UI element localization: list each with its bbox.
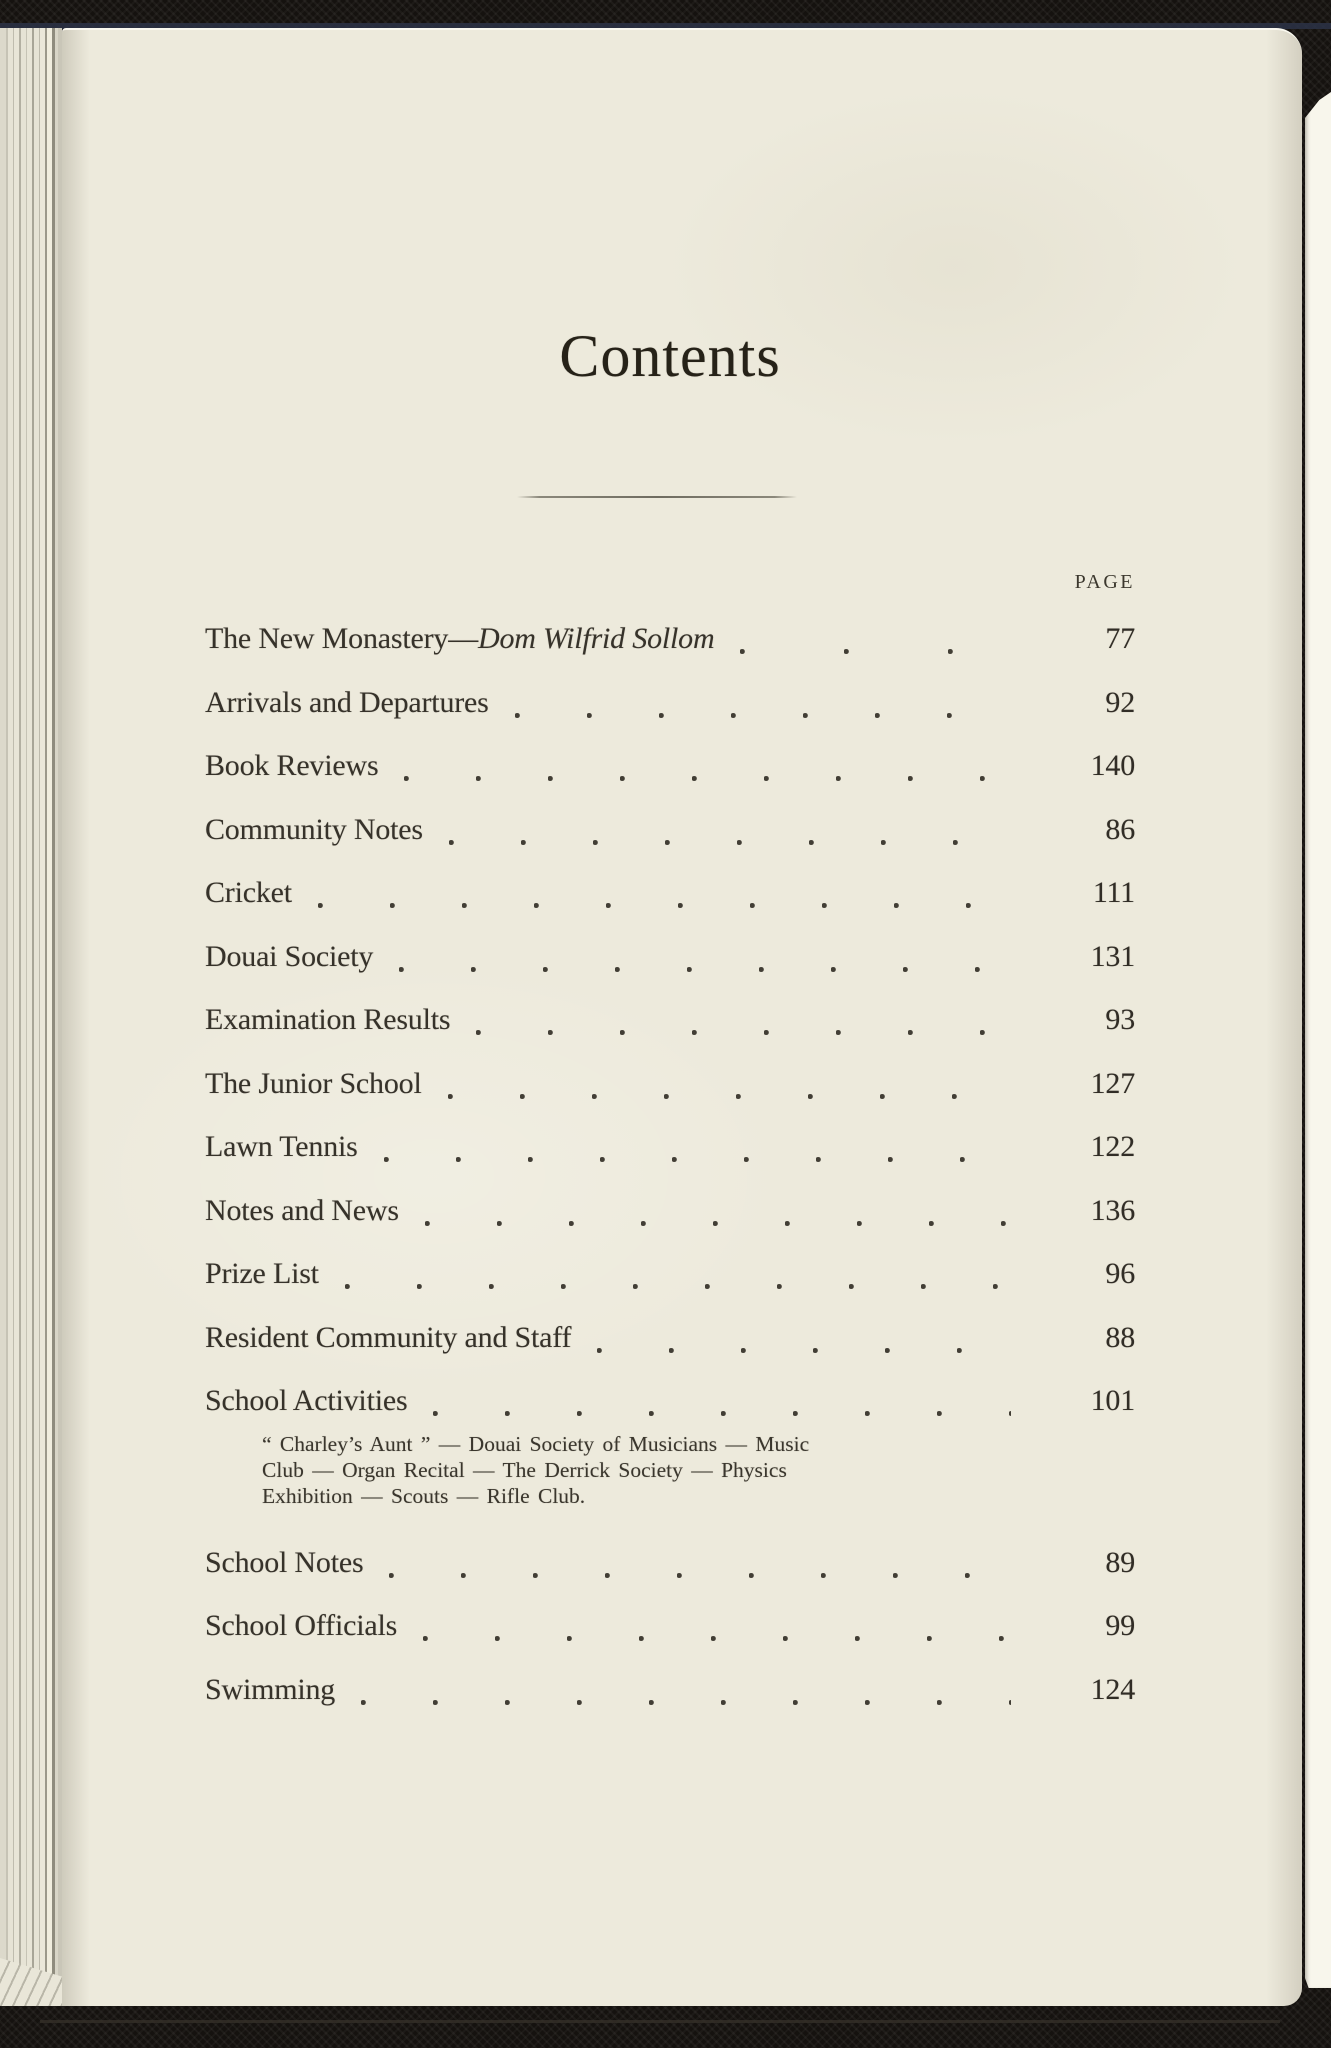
toc-page-number: 131 <box>1090 939 1135 973</box>
toc-title: School Notes <box>205 1545 364 1579</box>
toc-row <box>205 1369 1135 1433</box>
dot-leader <box>425 1221 1011 1226</box>
toc-title: Swimming <box>205 1672 336 1706</box>
dot-leader <box>423 1636 1011 1641</box>
toc-title: School Officials <box>205 1609 398 1642</box>
dot-leader <box>448 1094 1011 1099</box>
toc-title: Arrivals and Departures <box>205 685 489 719</box>
page-leaf-edges <box>0 28 62 2003</box>
toc-title: Lawn Tennis <box>205 1130 358 1163</box>
toc-row <box>205 1179 1135 1243</box>
toc-title: Resident Community and Staff <box>205 1320 572 1354</box>
dot-leader <box>476 1030 1011 1035</box>
note-line: Club — Organ Recital — The Derrick Society — Physics <box>262 1457 787 1482</box>
toc-row <box>205 988 1135 1052</box>
dot-leader <box>433 1411 1011 1416</box>
toc-row <box>205 925 1135 989</box>
toc-row <box>205 861 1135 925</box>
toc-page-number: 99 <box>1105 1609 1135 1642</box>
toc-title: Book Reviews <box>205 749 379 782</box>
toc-page-number: 89 <box>1105 1545 1135 1579</box>
toc-page-number: 77 <box>1105 622 1135 655</box>
toc-title: Community Notes <box>205 812 423 846</box>
toc-title: Notes and News <box>205 1193 399 1227</box>
scanned-page <box>62 28 1302 2006</box>
toc-title: The New Monastery— <box>205 622 478 655</box>
toc-page-number: 101 <box>1090 1384 1135 1417</box>
toc-title: Examination Results <box>205 1003 451 1036</box>
dot-leader <box>449 840 1011 845</box>
toc-page-number: 96 <box>1105 1257 1135 1290</box>
note-line: Exhibition — Scouts — Rifle Club. <box>262 1483 586 1508</box>
toc-row <box>205 1306 1135 1370</box>
toc-page-number: 86 <box>1105 812 1135 846</box>
table-of-contents <box>205 607 1135 1721</box>
toc-page-number: 92 <box>1105 685 1135 719</box>
toc-title: Douai Society <box>205 939 374 973</box>
divider-rule <box>517 496 797 498</box>
toc-page-number: 122 <box>1090 1130 1135 1163</box>
dot-leader <box>345 1284 1011 1289</box>
dot-leader <box>384 1157 1011 1162</box>
dot-leader <box>404 776 1011 781</box>
toc-page-number: 111 <box>1092 876 1135 909</box>
toc-title: Prize List <box>205 1257 319 1290</box>
toc-page-number: 124 <box>1090 1672 1135 1706</box>
toc-row <box>205 607 1135 671</box>
dot-leader <box>597 1348 1011 1353</box>
toc-page-number: 136 <box>1090 1193 1135 1227</box>
dot-leader <box>361 1700 1011 1705</box>
toc-page-number: 88 <box>1105 1320 1135 1354</box>
toc-row <box>205 1658 1135 1722</box>
cover-weave-line <box>40 2020 1280 2023</box>
toc-row <box>205 1052 1135 1116</box>
next-page-edge <box>1305 92 1331 1988</box>
toc-page-number: 93 <box>1105 1003 1135 1036</box>
toc-title: The Junior School <box>205 1066 422 1100</box>
dot-leader <box>318 903 1011 908</box>
school-activities-note <box>262 1431 1032 1509</box>
toc-row <box>205 671 1135 735</box>
dot-leader <box>515 713 1011 718</box>
dot-leader <box>740 649 1011 654</box>
toc-page-number: 127 <box>1090 1066 1135 1100</box>
toc-row <box>205 798 1135 862</box>
page-column-label: PAGE <box>1074 571 1135 593</box>
toc-page-number: 140 <box>1090 749 1135 782</box>
toc-row <box>205 1531 1135 1595</box>
toc-row <box>205 734 1135 798</box>
toc-row <box>205 1242 1135 1306</box>
toc-title-italic: Dom Wilfrid Sollom <box>478 622 715 655</box>
note-line: “ Charley’s Aunt ” — Douai Society of Musicians — Music <box>262 1431 810 1456</box>
toc-title: School Activities <box>205 1384 408 1417</box>
toc-row <box>205 1594 1135 1658</box>
dot-leader <box>389 1573 1011 1578</box>
dot-leader <box>399 967 1011 972</box>
contents-heading: Contents <box>559 323 781 389</box>
toc-title: Cricket <box>205 876 292 909</box>
toc-row <box>205 1115 1135 1179</box>
